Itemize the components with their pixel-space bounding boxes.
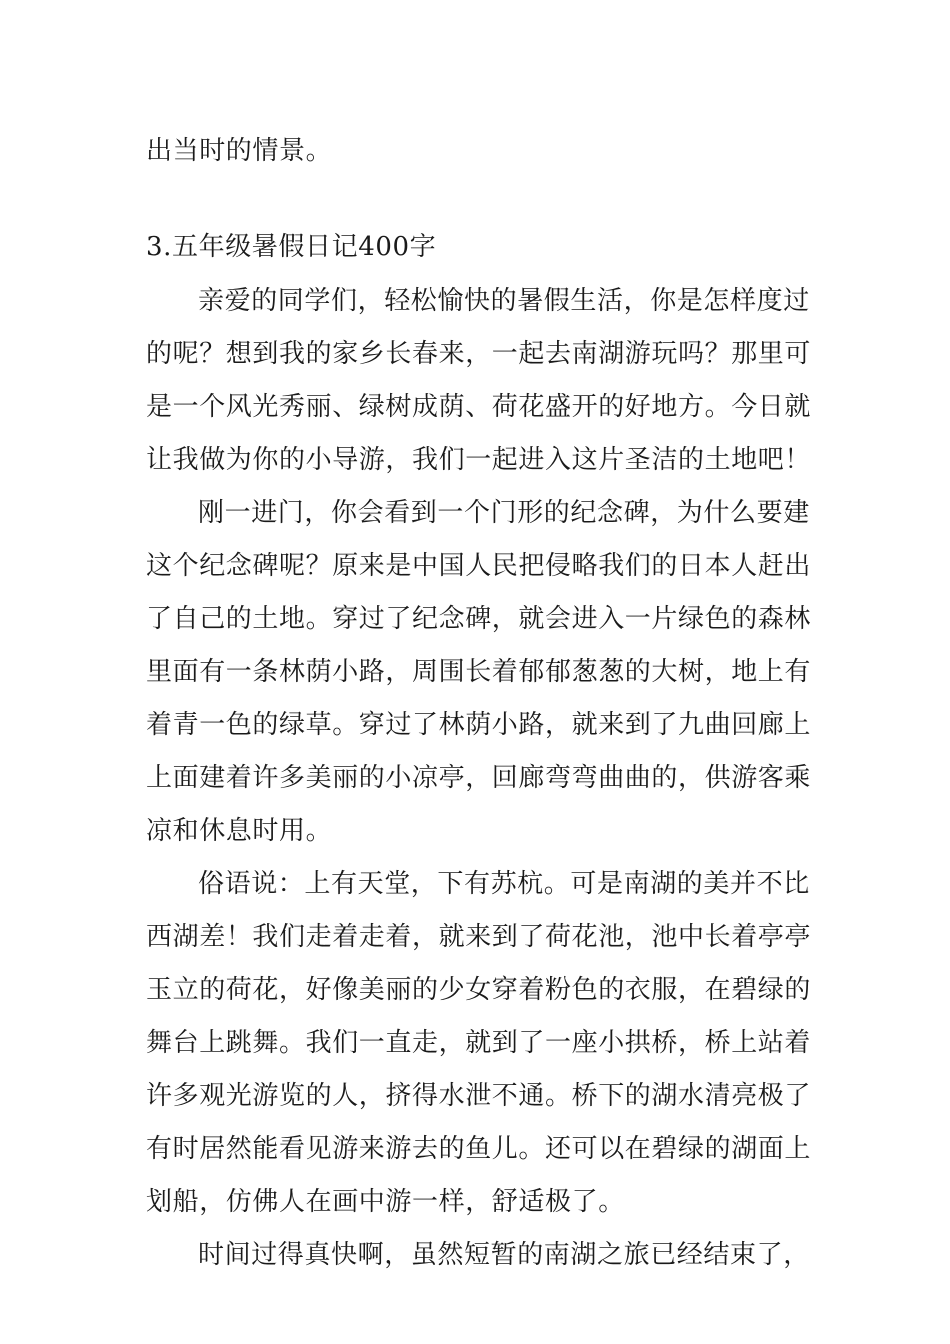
text-line: 许多观光游览的人，挤得水泄不通。桥下的湖水清亮极了 — [146, 1081, 812, 1111]
text-line: 是一个风光秀丽、绿树成荫、荷花盛开的好地方。今日就 — [146, 392, 812, 422]
text-line: 划船，仿佛人在画中游一样，舒适极了。 — [146, 1187, 625, 1217]
text-line: 上面建着许多美丽的小凉亭，回廊弯弯曲曲的，供游客乘 — [146, 763, 812, 793]
text-line: 玉立的荷花，好像美丽的少女穿着粉色的衣服，在碧绿的 — [146, 975, 812, 1005]
paragraph-first-line: 俗语说：上有天堂，下有苏杭。可是南湖的美并不比 — [198, 869, 810, 899]
text-line: 了自己的土地。穿过了纪念碑，就会进入一片绿色的森林 — [146, 604, 812, 634]
section-heading: 3.五年级暑假日记400字 — [146, 232, 437, 262]
text-line: 里面有一条林荫小路，周围长着郁郁葱葱的大树，地上有 — [146, 657, 812, 687]
text-line: 着青一色的绿草。穿过了林荫小路，就来到了九曲回廊上 — [146, 710, 812, 740]
text-line: 这个纪念碑呢？原来是中国人民把侵略我们的日本人赶出 — [146, 551, 812, 581]
text-line: 让我做为你的小导游，我们一起进入这片圣洁的土地吧！ — [146, 445, 812, 475]
paragraph-first-line: 时间过得真快啊，虽然短暂的南湖之旅已经结束了， — [198, 1240, 810, 1270]
text-line: 有时居然能看见游来游去的鱼儿。还可以在碧绿的湖面上 — [146, 1134, 812, 1164]
text-line: 出当时的情景。 — [146, 136, 333, 166]
text-line: 西湖差！我们走着走着，就来到了荷花池，池中长着亭亭 — [146, 922, 812, 952]
paragraph-first-line: 亲爱的同学们，轻松愉快的暑假生活，你是怎样度过 — [198, 286, 810, 316]
text-line: 舞台上跳舞。我们一直走，就到了一座小拱桥，桥上站着 — [146, 1028, 812, 1058]
text-line: 的呢？想到我的家乡长春来，一起去南湖游玩吗？那里可 — [146, 339, 812, 369]
text-line: 凉和休息时用。 — [146, 816, 333, 846]
paragraph-first-line: 刚一进门，你会看到一个门形的纪念碑，为什么要建 — [198, 498, 810, 528]
